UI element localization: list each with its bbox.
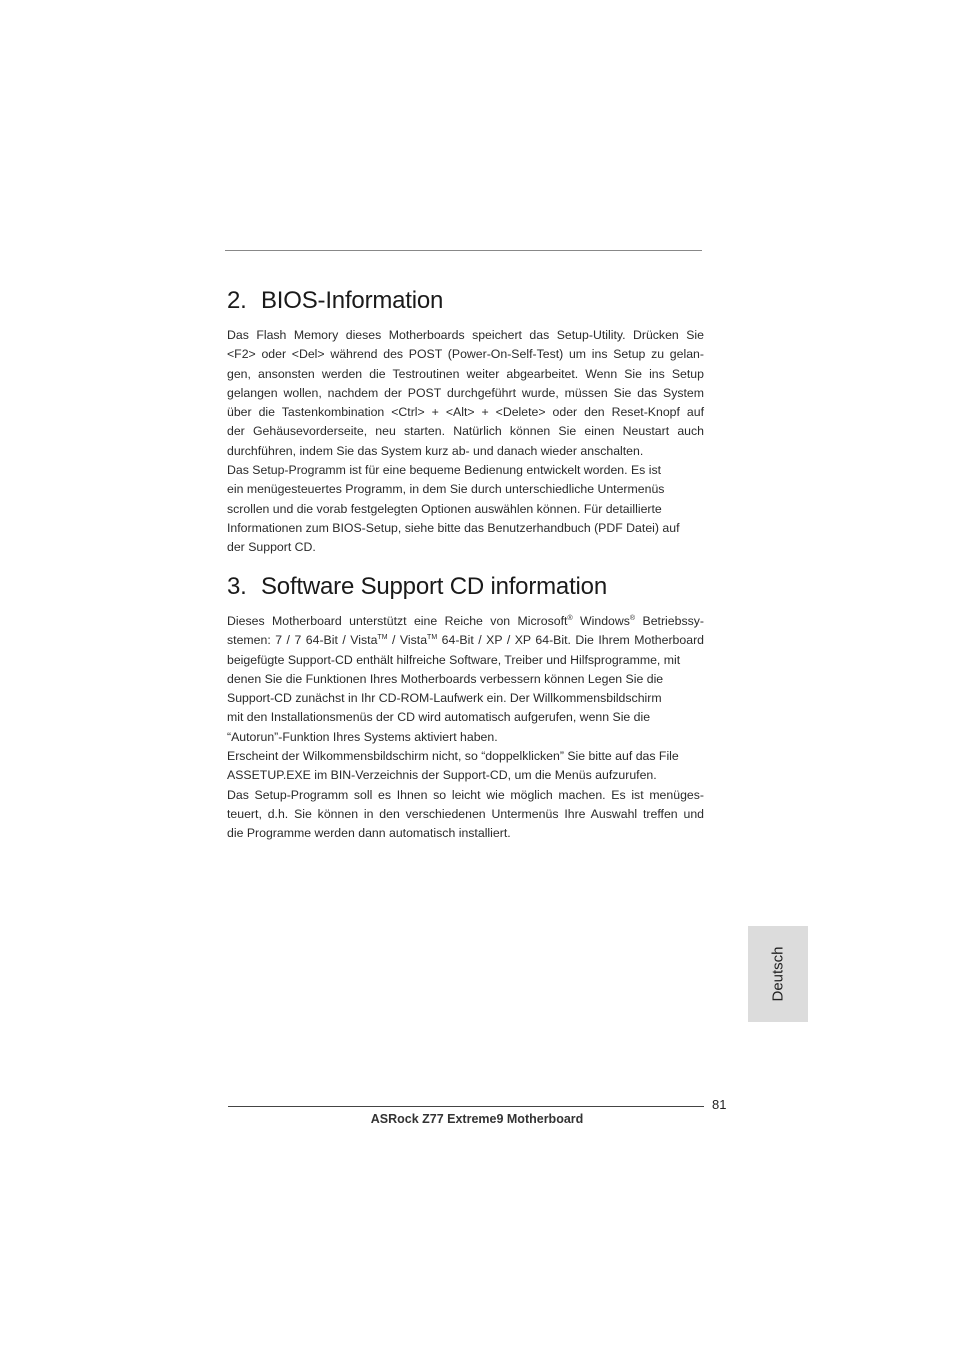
text-line: teuert, d.h. Sie können in den verschiedenen Untermenüs Ihre Auswahl treffen und	[227, 806, 704, 821]
language-tab	[748, 926, 808, 1022]
text-line: beigefügte Support-CD enthält hilfreiche Software, Treiber und Hilfsprogramme, mit	[227, 652, 681, 667]
section-body	[227, 326, 704, 558]
section-body	[227, 612, 704, 844]
section-number: 2.	[227, 287, 247, 314]
text-line: über die Tastenkombination <Ctrl> + <Alt> + <Delete> oder den Reset-Knopf auf	[227, 405, 704, 420]
section-bios-information	[227, 284, 704, 558]
text-line: ASSETUP.EXE im BIN-Verzeichnis der Support-CD, um die Menüs aufzurufen.	[227, 768, 657, 783]
section-title: BIOS-Information	[261, 287, 444, 314]
text-line: Support-CD zunächst in Ihr CD-ROM-Laufwerk ein. Der Willkommensbildschirm	[227, 691, 662, 706]
text-line: gelangen wollen, nachdem der POST durchgeführt wurde, müssen Sie das System	[227, 385, 704, 400]
text-line: durchführen, indem Sie das System kurz ab- und danach wieder anschalten.	[227, 443, 644, 458]
text-line: der Support CD.	[227, 540, 316, 555]
text-line: Das Setup-Programm soll es Ihnen so leicht wie möglich machen. Es ist menüges-	[227, 787, 704, 802]
registered-mark: ®	[567, 614, 573, 622]
section-number: 3.	[227, 573, 247, 600]
trademark-mark: TM	[427, 634, 438, 642]
text-fragment: Windows	[572, 614, 630, 628]
text-line	[227, 612, 704, 631]
text-fragment: / Vista	[387, 633, 428, 648]
language-tab-label: Deutsch	[769, 946, 787, 1002]
text-fragment: Betriebssy-	[635, 614, 704, 628]
section-heading	[227, 284, 704, 318]
bottom-divider	[228, 1106, 704, 1107]
trademark-mark: TM	[377, 634, 388, 642]
text-line: Das Setup-Programm ist für eine bequeme Bedienung entwickelt worden. Es ist	[227, 463, 662, 478]
text-line: denen Sie die Funktionen Ihres Motherboards verbessern können Legen Sie die	[227, 671, 664, 686]
text-line: Informationen zum BIOS-Setup, siehe bitte das Benutzerhandbuch (PDF Datei) auf	[227, 520, 680, 535]
section-title: Software Support CD information	[261, 573, 607, 600]
text-fragment: Dieses Motherboard unterstützt eine Reiche von Microsoft	[227, 614, 568, 628]
text-line: gen, ansonsten werden die Testroutinen weiter abgearbeitet. Wenn Sie ins Setup	[227, 366, 704, 381]
text-fragment: 64-Bit / XP / XP 64-Bit. Die Ihrem Motherboard	[437, 633, 704, 648]
section-software-support-cd	[227, 570, 704, 844]
text-line: ein menügesteuertes Programm, in dem Sie durch unterschiedliche Untermenüs	[227, 482, 665, 497]
text-line: mit den Installationsmenüs der CD wird automatisch aufgerufen, wenn Sie die	[227, 710, 651, 725]
text-fragment: stemen: 7 / 7 64-Bit / Vista	[227, 633, 378, 648]
section-heading	[227, 570, 704, 604]
text-line: der Gehäusevorderseite, neu starten. Natürlich können Sie einen Neustart auch	[227, 424, 704, 439]
top-divider	[225, 250, 702, 251]
text-line: Erscheint der Wilkommensbildschirm nicht, so “doppelklicken” Sie bitte auf das File	[227, 749, 679, 764]
page-number: 81	[712, 1097, 727, 1112]
text-line: die Programme werden dann automatisch installiert.	[227, 826, 511, 841]
footer-title: ASRock Z77 Extreme9 Motherboard	[370, 1112, 584, 1126]
text-line: <F2> oder <Del> während des POST (Power-On-Self-Test) um ins Setup zu gelan-	[227, 347, 704, 362]
registered-mark: ®	[629, 614, 636, 622]
text-line: “Autorun”-Funktion Ihres Systems aktiviert haben.	[227, 729, 498, 744]
text-line	[227, 631, 704, 650]
text-line: Das Flash Memory dieses Motherboards speichert das Setup-Utility. Drücken Sie	[227, 328, 704, 342]
text-line: scrollen und die vorab festgelegten Optionen auswählen können. Für detaillierte	[227, 501, 662, 516]
